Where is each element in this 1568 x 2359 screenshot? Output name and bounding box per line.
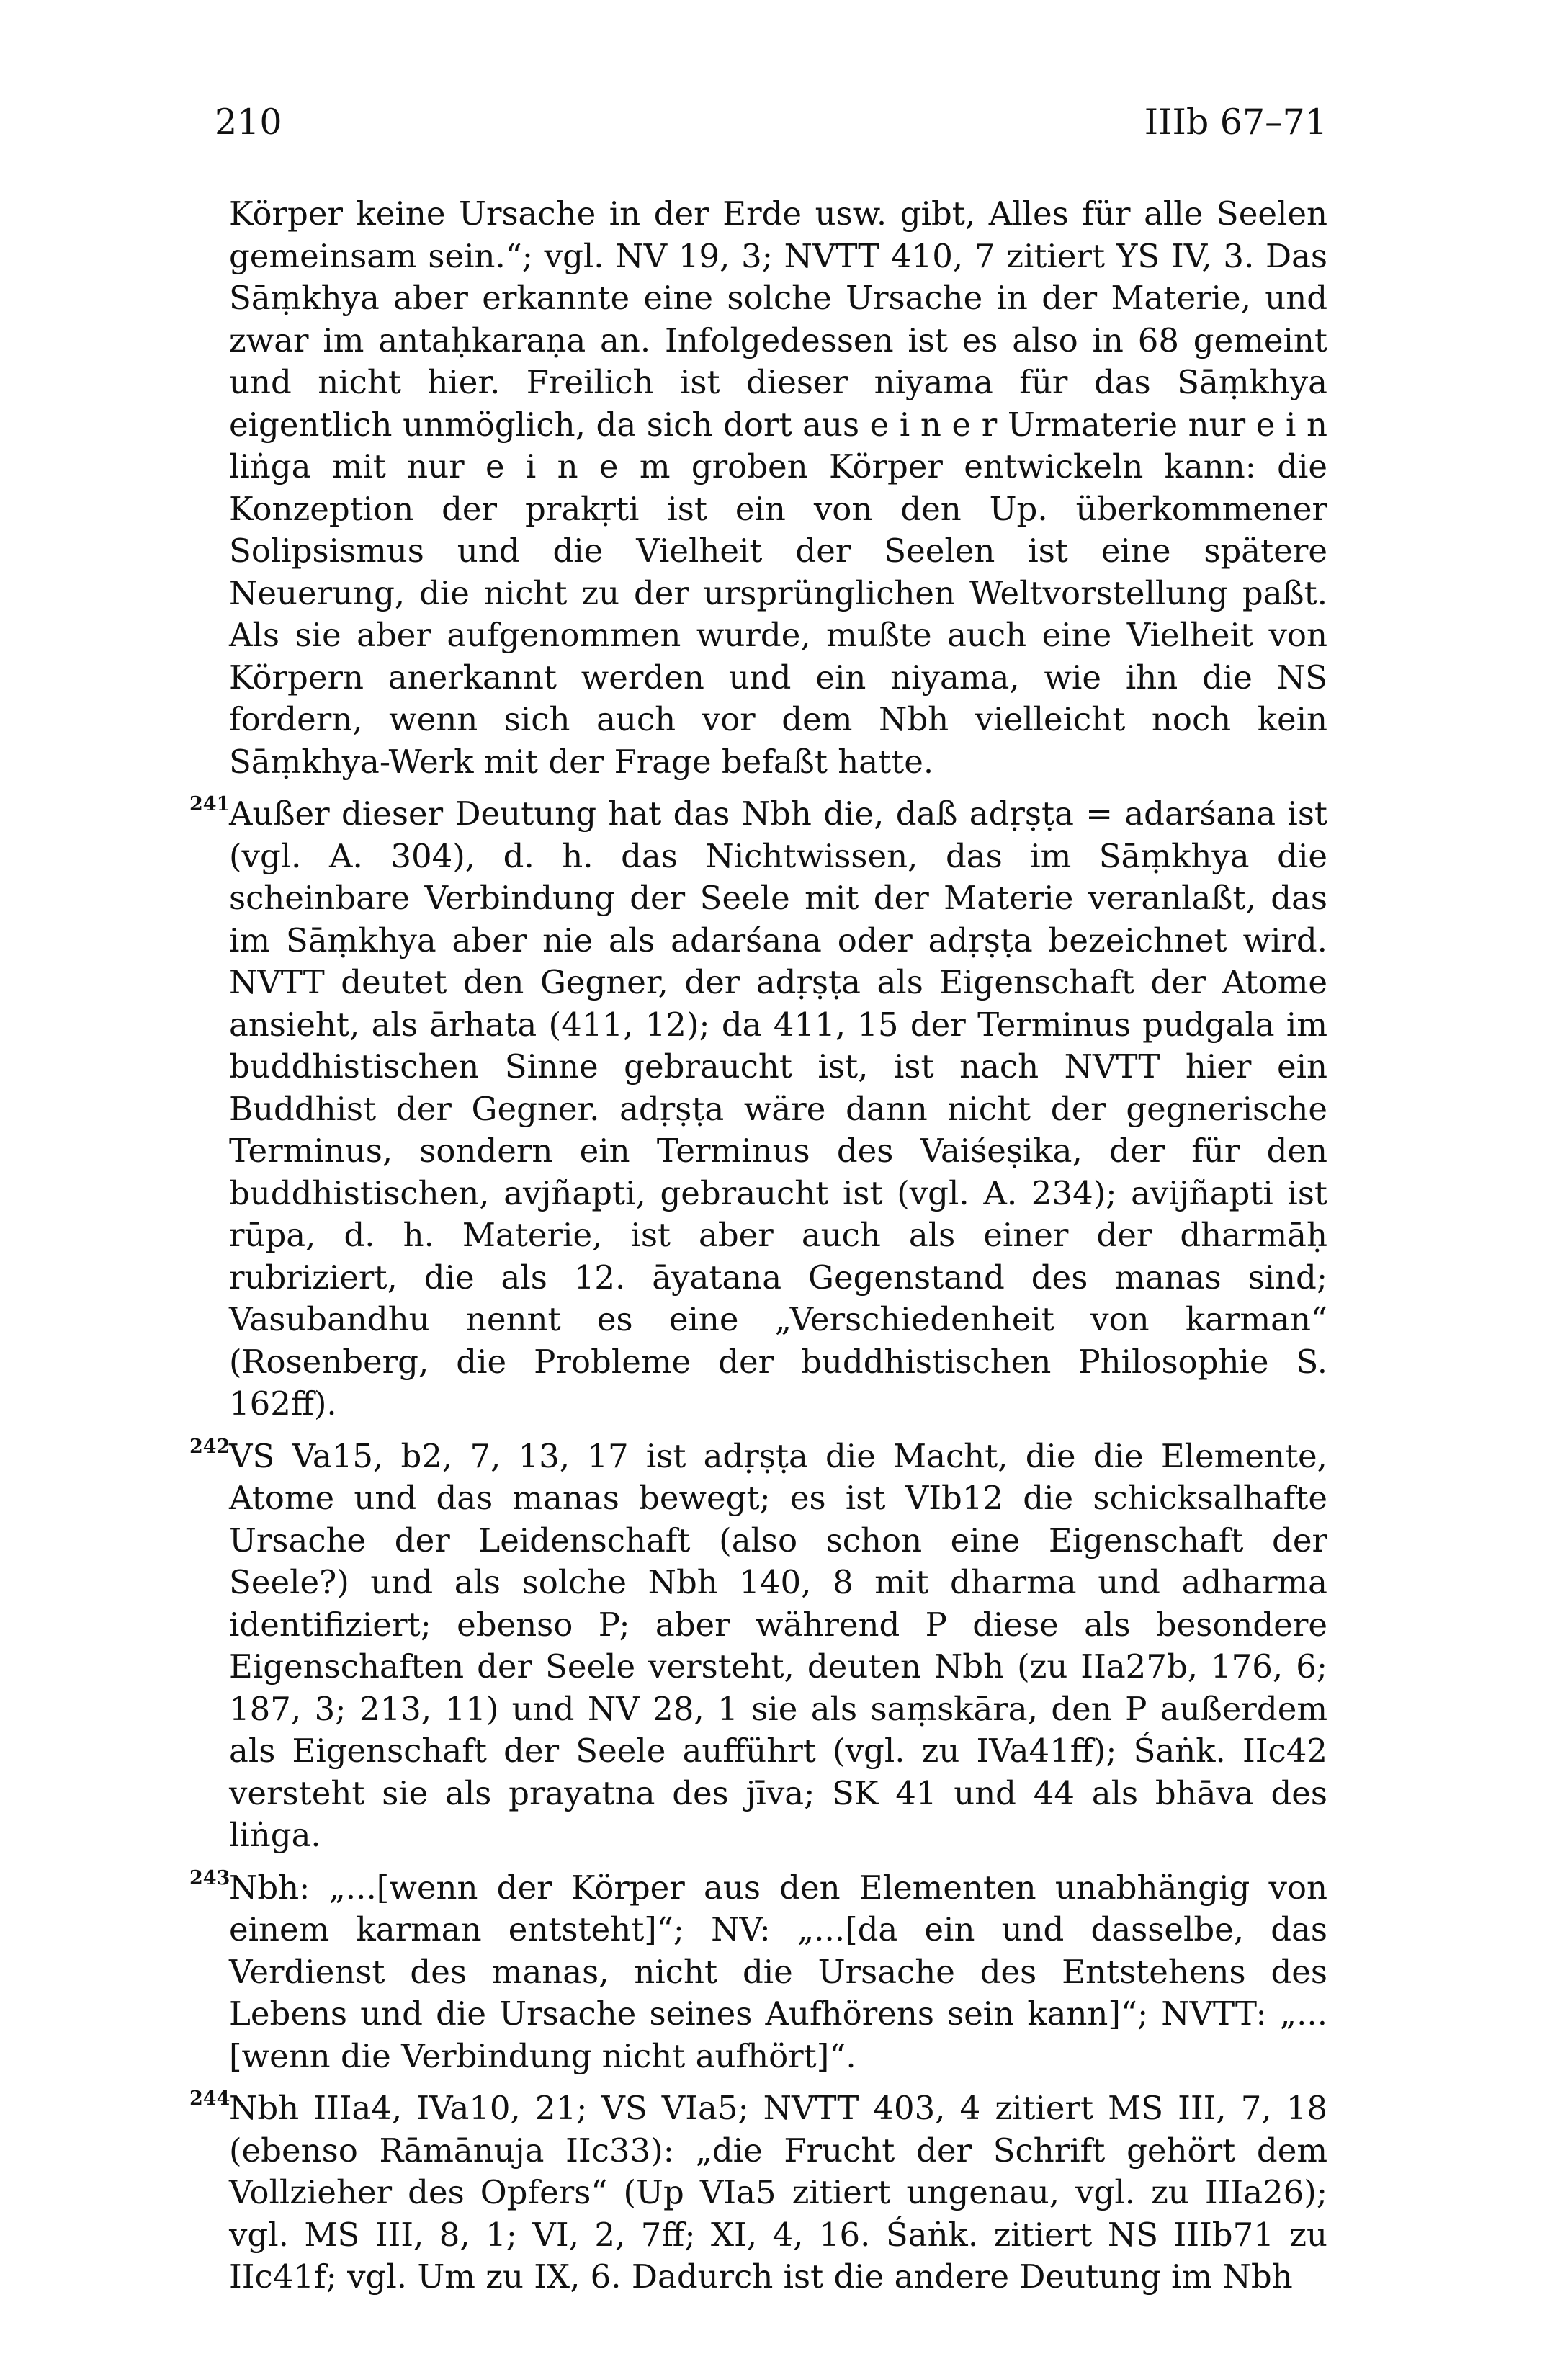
footnote-244: [189, 2087, 1327, 2298]
footnote-243: [189, 1866, 1327, 2078]
page-number: 210: [215, 102, 282, 143]
footnote-text-block: [189, 193, 1327, 2309]
page-header: [215, 94, 1327, 151]
footnote-text: Nbh IIIa4, IVa10, 21; VS VIa5; NVTT 403, 4 zitiert MS III, 7, 18 (ebenso Rāmānuja IIc33): „die Frucht der Schrift gehört dem Vollzieher des Opfers“ (Up VIa5 zitiert ungenau, vgl. zu IIIa26); vgl. MS III, 8, 1; VI, 2, 7ff; XI, 4, 16. Śaṅk. zitiert NS IIIb71 zu IIc41f; vgl. Um zu IX, 6. Dadurch ist die andere Deutung im Nbh: [229, 2089, 1327, 2296]
footnote-number: 241: [189, 793, 230, 815]
footnote-text: VS Va15, b2, 7, 13, 17 ist adṛṣṭa die Macht, die die Elemente, Atome und das manas bewegt; es ist VIb12 die schicksalhafte Ursache der Leidenschaft (also schon eine Eigenschaft der Seele?) und als solche Nbh 140, 8 mit dharma und adharma identifiziert; ebenso P; aber während P diese als besondere Eigenschaften der Seele versteht, deuten Nbh (zu IIa27b, 176, 6; 187, 3; 213, 11) und NV 28, 1 sie als saṃskāra, den P außerdem als Eigenschaft der Seele aufführt (vgl. zu IVa41ff); Śaṅk. IIc42 versteht sie als prayatna des jīva; SK 41 und 44 als bhāva des liṅga.: [229, 1436, 1327, 1854]
footnote-text: Nbh: „...[wenn der Körper aus den Elementen unabhängig von einem karman entsteht]“; NV: „...[da ein und dasselbe, das Verdienst des manas, nicht die Ursache des Entstehens des Lebens und die Ursache seines Aufhörens sein kann]“; NVTT: „...[wenn die Verbindung nicht aufhört]“.: [229, 1868, 1327, 2075]
footnote-number: 244: [189, 2087, 230, 2110]
footnote-text: Außer dieser Deutung hat das Nbh die, daß adṛṣṭa = adarśana ist (vgl. A. 304), d. h. das Nichtwissen, das im Sāṃkhya die scheinbare Verbindung der Seele mit der Materie veranlaßt, das im Sāṃkhya aber nie als adarśana oder adṛṣṭa bezeichnet wird. NVTT deutet den Gegner, der adṛṣṭa als Eigenschaft der Atome ansieht, als ārhata (411, 12); da 411, 15 der Terminus pudgala im buddhistischen Sinne gebraucht ist, ist nach NVTT hier ein Buddhist der Gegner. adṛṣṭa wäre dann nicht der gegnerische Terminus, sondern ein Terminus des Vaiśeṣika, der für den buddhistischen, avjñapti, gebraucht ist (vgl. A. 234); avijñapti ist rūpa, d. h. Materie, ist aber auch als einer der dharmāḥ rubriziert, die als 12. āyatana Gegenstand des manas sind; Vasubandhu nennt es eine „Verschiedenheit von karman“ (Rosenberg, die Probleme der buddhistischen Philosophie S. 162ff).: [229, 794, 1327, 1423]
running-head: IIIb 67–71: [1144, 102, 1327, 143]
footnote-number: 243: [189, 1866, 230, 1889]
note-continuation: Körper keine Ursache in der Erde usw. gibt, Alles für alle Seelen gemeinsam sein.“; vgl. NV 19, 3; NVTT 410, 7 zitiert YS IV, 3. Das Sāṃkhya aber erkannte eine solche Ursache in der Materie, und zwar im antaḥkaraṇa an. Infolgedessen ist es also in 68 gemeint und nicht hier. Freilich ist dieser niyama für das Sāṃkhya eigentlich unmöglich, da sich dort aus e i n e r Urmaterie nur e i n liṅga mit nur e i n e m groben Körper entwickeln kann: die Konzeption der prakṛti ist ein von den Up. überkommener Solipsismus und die Vielheit der Seelen ist eine spätere Neuerung, die nicht zu der ursprünglichen Weltvorstellung paßt. Als sie aber aufgenommen wurde, mußte auch eine Vielheit von Körpern anerkannt werden und ein niyama, wie ihn die NS fordern, wenn sich auch vor dem Nbh vielleicht noch kein Sāṃkhya-Werk mit der Frage befaßt hatte.: [229, 194, 1327, 781]
footnote-241: [189, 793, 1327, 1425]
footnote-242: [189, 1435, 1327, 1857]
footnote-number: 242: [189, 1435, 230, 1458]
